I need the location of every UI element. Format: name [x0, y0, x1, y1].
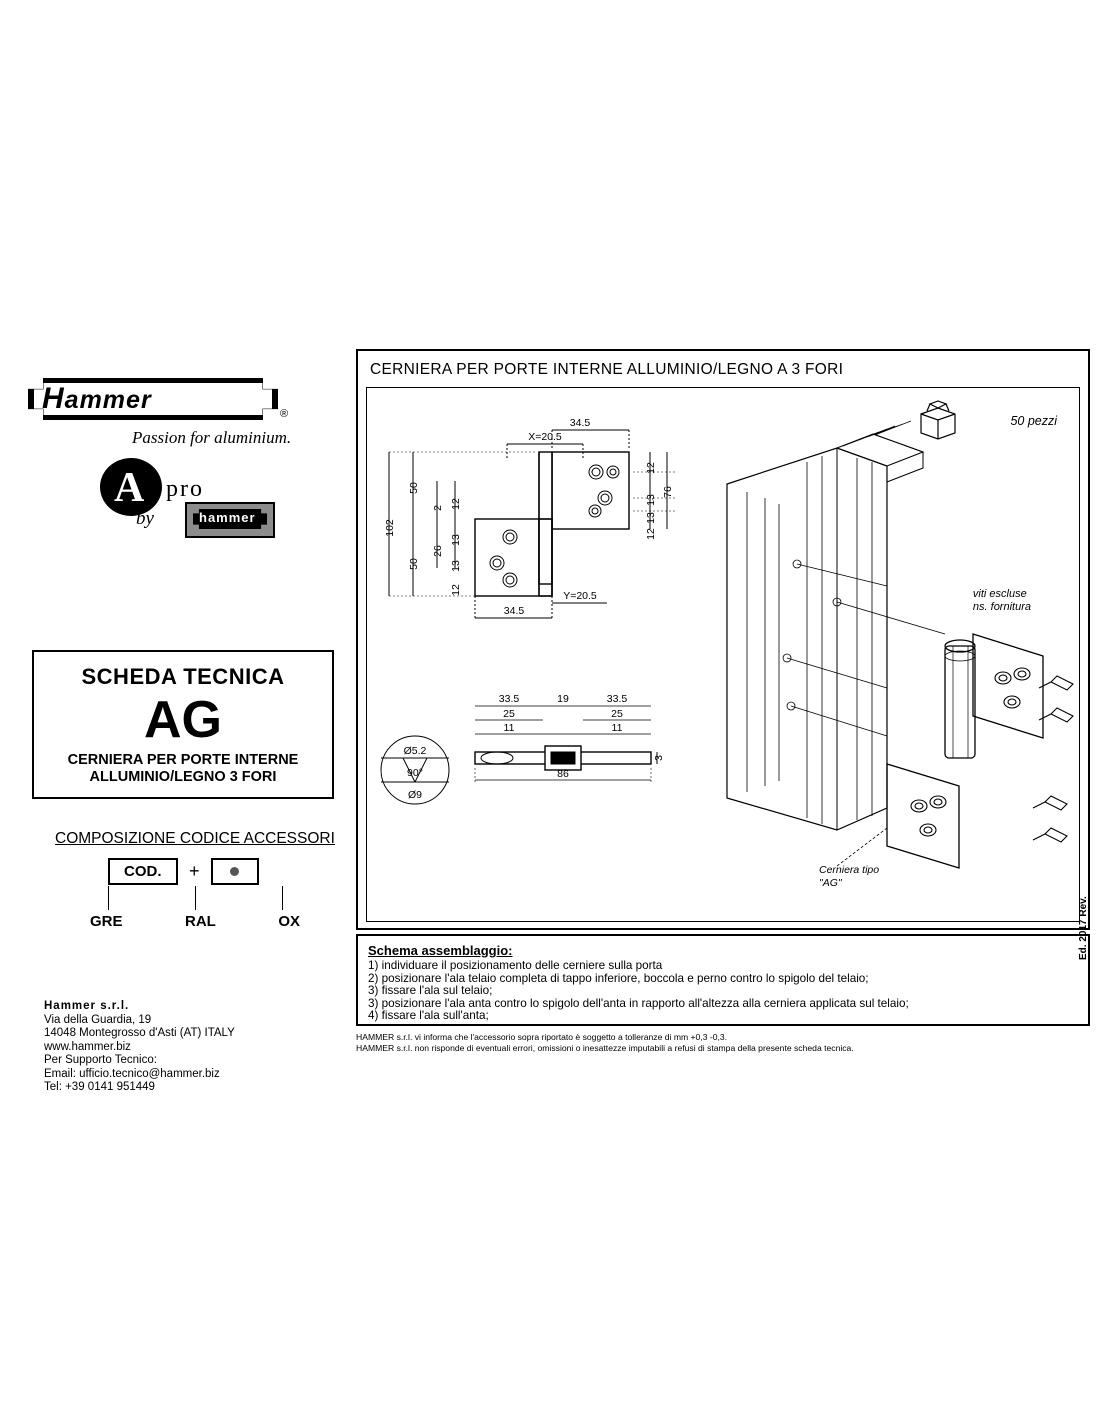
composition-connector: [108, 886, 283, 910]
note-hinge-line-1: Cerniera tipo: [819, 864, 880, 876]
dim-hole-bot-dia: Ø9: [407, 789, 423, 801]
dim-plan-33-5-left: 33.5: [498, 693, 520, 705]
dim-bottom-width: 34.5: [503, 605, 525, 617]
dim-seg-26-bottom: 26: [432, 545, 444, 557]
assembly-steps: [358, 960, 1088, 1023]
assembly-step: 1) individuare il posizionamento delle cerniere sulla porta: [368, 959, 663, 972]
dim-y-offset: Y=20.5: [563, 590, 597, 602]
apro-badge-word: hammer: [199, 510, 256, 525]
apro-logo: [100, 458, 275, 536]
dim-half-height-top: 50: [408, 482, 420, 494]
dim-hole-angle: 90°: [407, 767, 423, 779]
note-hinge-type: [819, 864, 879, 889]
registered-mark: ®: [280, 408, 289, 420]
technical-drawing: [367, 388, 1079, 921]
assembly-step: 4) fissare l'ala sull'anta;: [368, 1009, 489, 1023]
finish-dot-icon: [230, 867, 239, 876]
plus-sign: +: [188, 861, 200, 881]
connector-leg-3: [282, 886, 283, 910]
drawing-title: CERNIERA PER PORTE INTERNE ALLUMINIO/LEGNO A 3 FORI: [370, 361, 844, 378]
cod-box: COD.: [108, 858, 178, 885]
company-web[interactable]: www.hammer.biz: [44, 1040, 131, 1053]
logo-wordmark: Hammer: [42, 382, 152, 415]
dim-seg-12-a: 12: [450, 498, 462, 510]
dim-seg-76: 76: [662, 486, 674, 498]
company-name: Hammer s.r.l.: [44, 1000, 130, 1012]
tech-card-subtitle-1: CERNIERA PER PORTE INTERNE: [67, 752, 299, 768]
tech-card-subtitle-2: ALLUMINIO/LEGNO 3 FORI: [89, 769, 277, 785]
assembly-step: 3) posizionare l'ala anta contro lo spigolo dell'anta in rapporto all'altezza alla cerniera applicata sul telaio;: [368, 996, 909, 1010]
tech-card-code: AG: [144, 691, 222, 749]
revision-label: Ed. 2017 Rev.: [1078, 896, 1089, 960]
assembly-title: Schema assemblaggio:: [368, 943, 513, 958]
legend-gre: GRE: [90, 913, 123, 930]
note-screws-line-1: viti escluse: [972, 588, 1027, 600]
dim-seg-13-c: 13: [645, 494, 657, 506]
assembly-schema-box: [356, 934, 1090, 1026]
dim-seg-13-a: 13: [450, 534, 462, 546]
company-email[interactable]: Email: ufficio.tecnico@hammer.biz: [44, 1067, 220, 1080]
company-address-2: 14048 Montegrosso d'Asti (AT) ITALY: [44, 1027, 235, 1039]
company-tel: Tel: +39 0141 951449: [44, 1081, 155, 1093]
composition-title: COMPOSIZIONE CODICE ACCESSORI: [55, 830, 335, 847]
assembly-step: 2) posizionare l'ala telaio completa di tappo inferiore, boccola e perno contro lo spigolo del telaio;: [368, 971, 869, 985]
company-block: [44, 1000, 235, 1095]
dim-seg-2: 2: [432, 505, 444, 511]
drawing-area: [366, 387, 1080, 922]
dim-top-width: 34.5: [569, 417, 591, 429]
dim-hole-top-dia: Ø5.2: [403, 745, 427, 757]
disclaimer-line-2: HAMMER s.r.l. non risponde di eventuali errori, omissioni o inesattezze imputabili a refusi di stampa della presente scheda tecnica.: [356, 1042, 854, 1053]
apro-letter: A: [114, 465, 145, 511]
package-box-icon: [915, 400, 961, 440]
dim-seg-12-d: 12: [645, 528, 657, 540]
company-address-1: Via della Guardia, 19: [44, 1013, 152, 1026]
hammer-logo: [28, 370, 288, 428]
connector-leg-1: [108, 886, 109, 910]
dim-plan-25-right: 25: [611, 708, 623, 720]
tech-card: [32, 650, 334, 799]
dim-plan-11-right: 11: [611, 722, 623, 734]
disclaimer-line-1: HAMMER s.r.l. vi informa che l'accessorio sopra riportato è soggetto a tolleranze di mm +0,3 -0,3.: [356, 1032, 728, 1042]
dim-plan-33-5-right: 33.5: [606, 693, 628, 705]
dim-plan-3: 3: [653, 755, 665, 761]
logo-word-text: ammer: [64, 386, 152, 414]
dim-x-offset: X=20.5: [528, 431, 562, 443]
note-screws: [973, 588, 1031, 614]
dim-plan-19: 19: [557, 693, 569, 705]
tech-card-heading: SCHEDA TECNICA: [81, 664, 285, 689]
dim-seg-12-c: 12: [645, 462, 657, 474]
composition-legend: [90, 913, 300, 930]
dim-half-height-bottom: 50: [408, 558, 420, 570]
apro-pro-text: pro: [166, 476, 204, 502]
composition-code-row: [108, 858, 259, 885]
finish-box: [211, 858, 259, 885]
legend-ral: RAL: [185, 913, 216, 930]
note-screws-line-2: ns. fornitura: [972, 601, 1031, 613]
note-hinge-line-2: "AG": [819, 876, 842, 889]
legend-ox: OX: [278, 913, 300, 930]
dim-seg-12-b: 12: [450, 584, 462, 596]
disclaimer: [356, 1032, 1096, 1053]
assembly-step: 3) fissare l'ala sul telaio;: [368, 984, 493, 998]
apro-by-text: by: [136, 508, 154, 529]
dim-total-height: 102: [384, 519, 396, 537]
drawing-frame: [356, 349, 1090, 930]
dim-plan-86: 86: [557, 768, 569, 780]
dim-plan-11-left: 11: [503, 722, 515, 734]
apro-hammer-badge: [185, 502, 275, 538]
connector-leg-2: [195, 886, 196, 910]
dim-plan-25-left: 25: [503, 708, 515, 720]
dim-seg-13-d: 13: [645, 512, 657, 524]
company-support-label: Per Supporto Tecnico:: [44, 1054, 157, 1066]
dim-seg-13-b: 13: [450, 560, 462, 572]
pack-quantity-label: 50 pezzi: [1010, 414, 1057, 428]
brand-tagline: Passion for aluminium.: [132, 428, 292, 447]
